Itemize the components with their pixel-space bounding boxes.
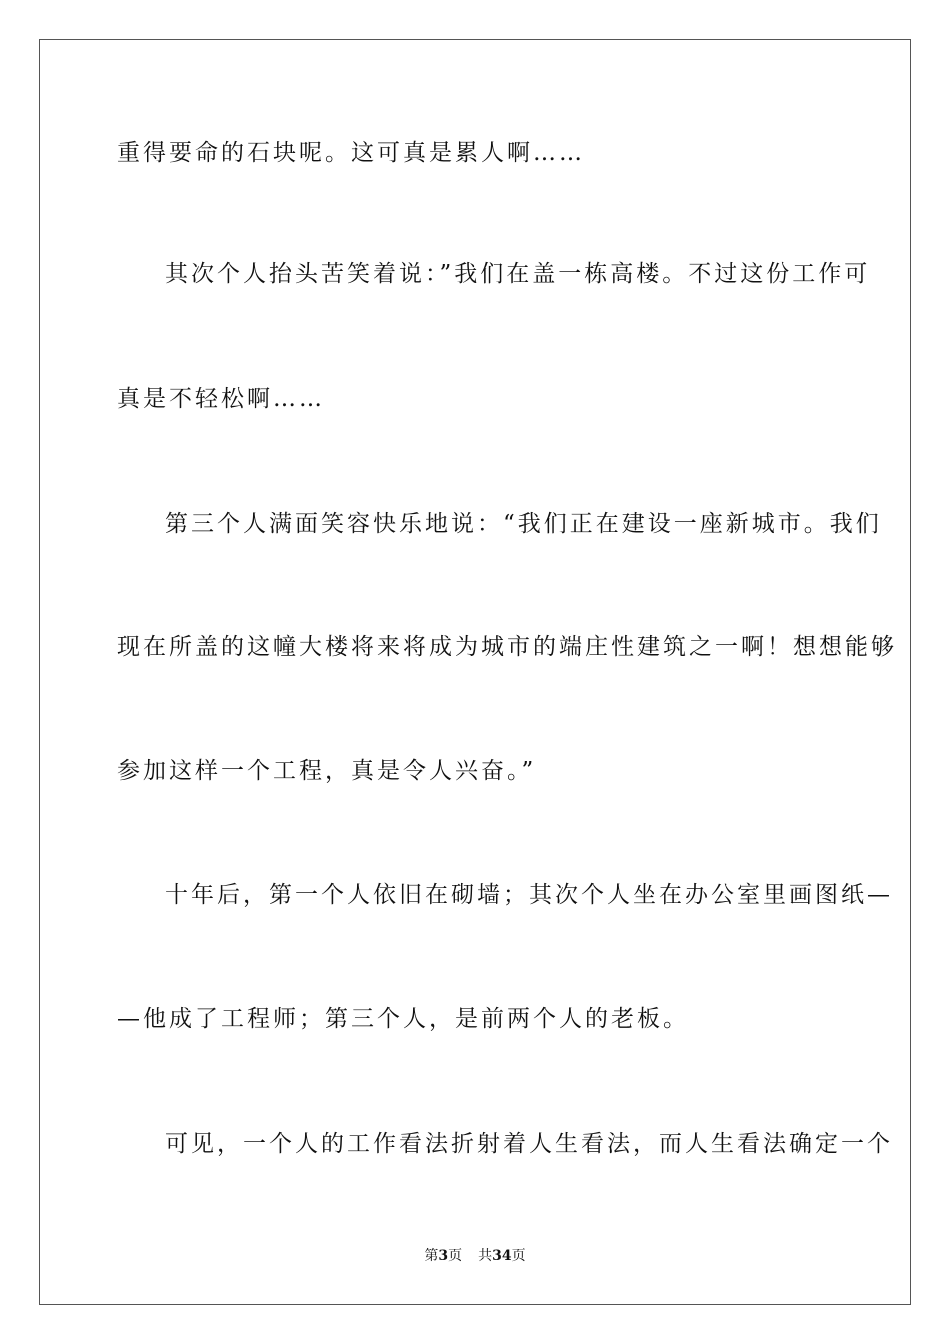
footer-page-suffix: 页	[448, 1248, 463, 1264]
footer-page-prefix: 第	[424, 1248, 439, 1264]
text-line-5: 现在所盖的这幢大楼将来将成为城市的端庄性建筑之一啊！想想能够	[117, 634, 897, 660]
text-line-9: 可见，一个人的工作看法折射着人生看法，而人生看法确定一个	[165, 1131, 893, 1157]
text-line-6: 参加这样一个工程，真是令人兴奋。”	[117, 758, 537, 784]
footer-page-number: 3	[438, 1248, 449, 1264]
footer-total-pages: 34	[492, 1248, 512, 1264]
text-line-1: 重得要命的石块呢。这可真是累人啊……	[117, 140, 585, 166]
footer-total-prefix: 共	[478, 1248, 493, 1264]
page-border	[39, 39, 911, 1305]
footer-total-suffix: 页	[511, 1248, 526, 1264]
text-line-8: —他成了工程师；第三个人，是前两个人的老板。	[117, 1006, 689, 1032]
text-line-7: 十年后，第一个人依旧在砌墙；其次个人坐在办公室里画图纸—	[165, 882, 893, 908]
text-line-2: 其次个人抬头苦笑着说：”我们在盖一栋高楼。不过这份工作可	[165, 261, 871, 287]
text-line-4: 第三个人满面笑容快乐地说：“我们正在建设一座新城市。我们	[165, 511, 882, 537]
text-line-3: 真是不轻松啊……	[117, 386, 325, 412]
page-footer	[0, 1247, 950, 1265]
